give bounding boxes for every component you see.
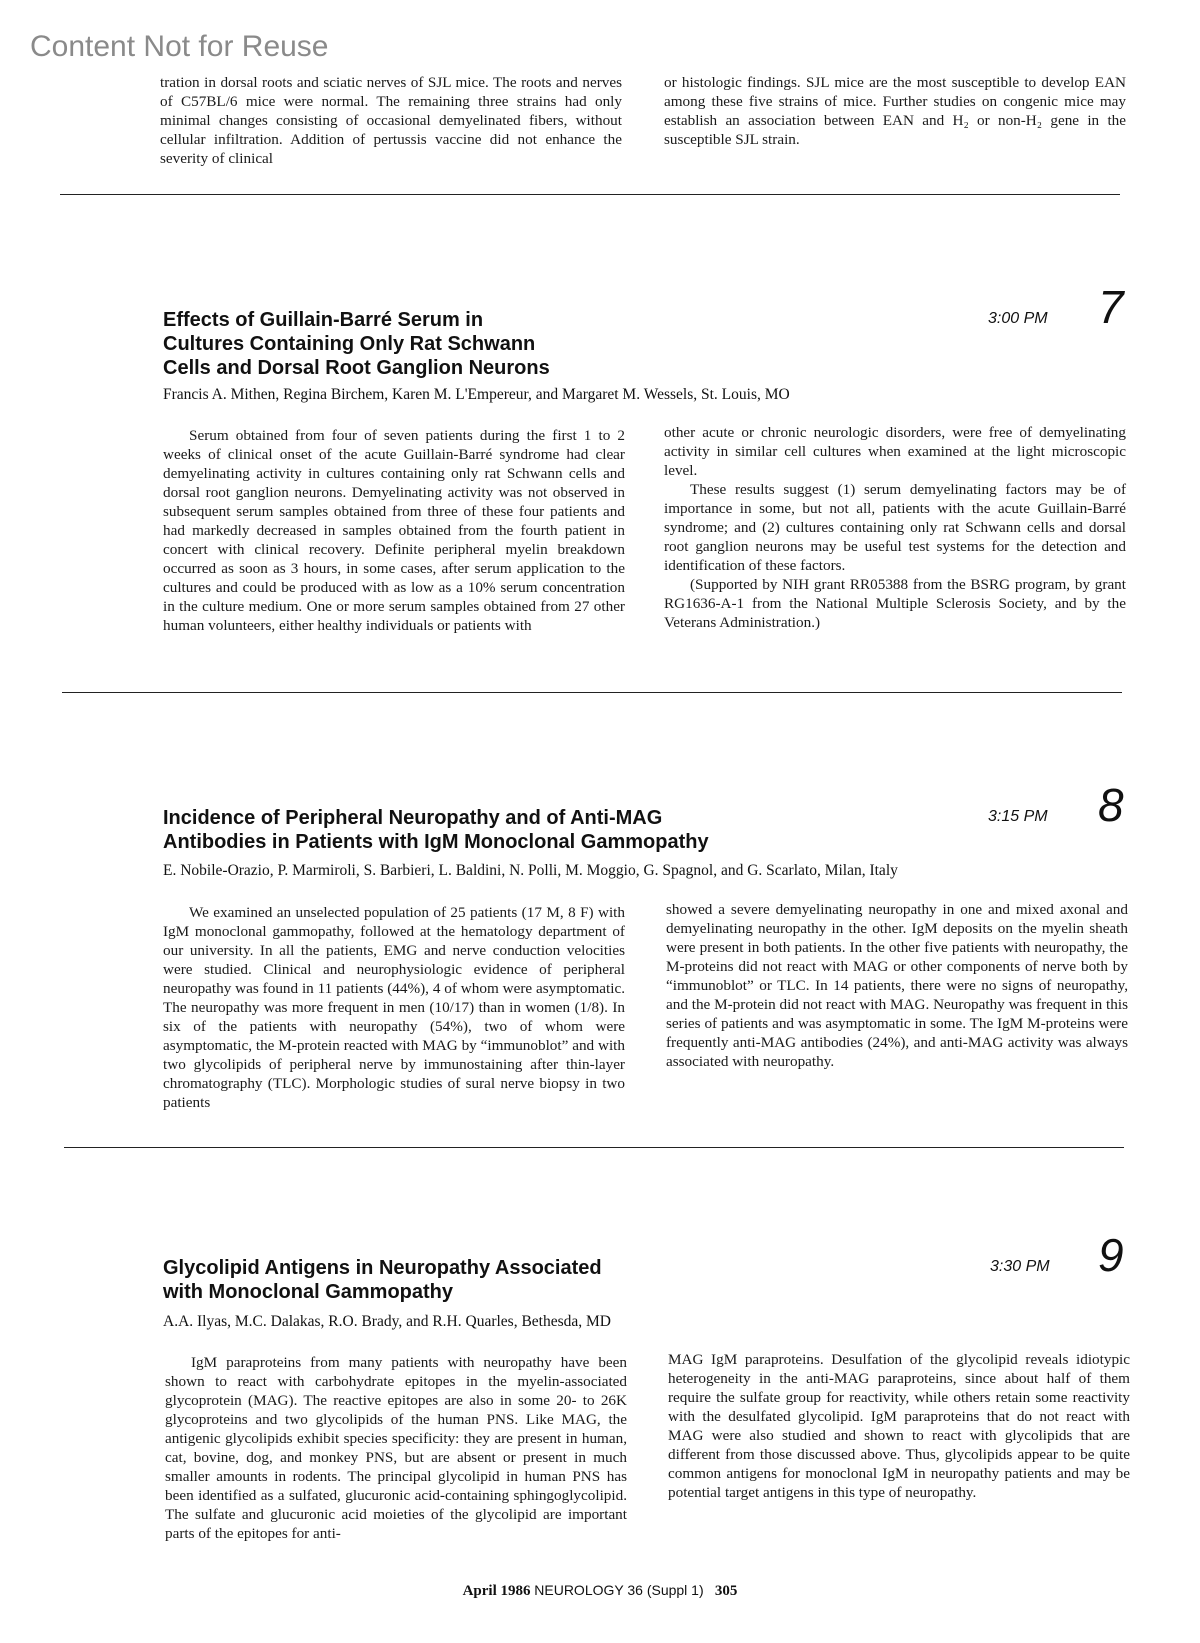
body-paragraph: These results suggest (1) serum demyelinating factors may be of importance in some, but not all, patients with the acute Guillain-Barré syndrome; and (2) cultures containing only rat Schwann cells and dorsal root ganglion neurons may be useful test systems for the detection and identification of these factors. (664, 481, 1126, 574)
section-divider (64, 1147, 1124, 1148)
right-column (664, 423, 1126, 632)
section-divider (62, 692, 1122, 693)
left-column (163, 426, 625, 635)
title-line: Antibodies in Patients with IgM Monoclonal Gammopathy (163, 831, 709, 853)
abstract-number: 8 (1098, 779, 1124, 831)
section-divider (60, 194, 1120, 195)
body-paragraph: IgM paraproteins from many patients with neuropathy have been shown to react with carbohydrate epitopes in the myelin-associated glycoprotein (MAG). The reactive epitopes are also in some 20- to 26K glycoproteins and two glycolipids of the human PNS. Like MAG, the antigenic glycolipids exhibit species specificity: they are present in human, cat, bovine, dog, and monkey PNS, but are absent or present in much smaller amounts in rodents. The principal glycolipid in human PNS has been identified as a sulfated, glucuronic acid-containing sphingoglycolipid. The sulfate and glucuronic acid moieties of the glycolipid are important parts of the epitopes for anti- (165, 1354, 627, 1542)
author-list: Francis A. Mithen, Regina Birchem, Karen M. L'Empereur, and Margaret M. Wessels, St. Louis, MO (163, 386, 790, 403)
session-time: 3:15 PM (988, 808, 1048, 825)
body-paragraph: MAG IgM paraproteins. Desulfation of the glycolipid reveals idiotypic heterogeneity in the anti-MAG paraproteins, since about half of them require the sulfate group for reactivity, while others retain some reactivity with the desulfated glycolipid. IgM paraproteins that do not react with MAG were also studied and shown to react with glycolipids that are different from those discussed above. Thus, glycolipids appear to be quite common antigens for monoclonal IgM in neuropathy patients and may be potential target antigens in this type of neuropathy. (668, 1351, 1130, 1501)
body-paragraph: Serum obtained from four of seven patients during the first 1 to 2 weeks of clinical onset of the acute Guillain-Barré syndrome had clear demyelinating activity in cultures containing only rat Schwann cells and dorsal root ganglion neurons. Demyelinating activity was not observed in subsequent serum samples obtained from three of these four patients and had markedly decreased in samples obtained from the fourth patient in concert with clinical recovery. Definite peripheral myelin breakdown occurred as soon as 3 hours, in some cases, after serum application to the cultures and could be produced with as low as a 10% serum concentration in the culture medium. One or more serum samples obtained from 27 other human volunteers, either healthy individuals or patients with (163, 427, 625, 634)
title-line: Cells and Dorsal Root Ganglion Neurons (163, 357, 550, 379)
session-time: 3:30 PM (990, 1258, 1050, 1275)
body-paragraph: We examined an unselected population of 25 patients (17 M, 8 F) with IgM monoclonal gammopathy, followed at the hematology department of our university. In all the patients, EMG and nerve conduction velocities were studied. Clinical and neurophysiologic evidence of peripheral neuropathy was found in 11 patients (44%), 4 of whom were asymptomatic. The neuropathy was more frequent in men (10/17) than in women (1/8). In six of the patients with neuropathy (54%), two of whom were asymptomatic, the M-protein reacted with MAG by “immunoblot” and with two glycolipids of peripheral nerve by immunostaining after thin-layer chromatography (TLC). Morphologic studies of sural nerve biopsy in two patients (163, 904, 625, 1111)
abstract-title (163, 806, 709, 854)
body-paragraph: tration in dorsal roots and sciatic nerves of SJL mice. The roots and nerves of C57BL/6 mice were normal. The remaining three strains had only minimal changes consisting of occasional demyelinated fibers, without cellular infiltration. Addition of pertussis vaccine did not enhance the severity of clinical (160, 74, 622, 167)
top-fragment-right-column (664, 73, 1126, 149)
session-time: 3:00 PM (988, 310, 1048, 327)
abstract-number: 7 (1098, 281, 1124, 333)
author-list: A.A. Ilyas, M.C. Dalakas, R.O. Brady, and R.H. Quarles, Bethesda, MD (163, 1313, 611, 1330)
right-column (668, 1350, 1130, 1502)
title-line: Incidence of Peripheral Neuropathy and of Anti-MAG (163, 807, 663, 829)
abstract-title (163, 308, 550, 380)
right-column (666, 900, 1128, 1071)
footer-journal: NEUROLOGY 36 (Suppl 1) (534, 1582, 704, 1598)
left-column (165, 1353, 627, 1543)
title-line: Cultures Containing Only Rat Schwann (163, 333, 536, 355)
page-number: 305 (714, 1583, 738, 1599)
title-line: Glycolipid Antigens in Neuropathy Associated (163, 1257, 602, 1279)
left-column (163, 903, 625, 1112)
body-paragraph: other acute or chronic neurologic disorders, were free of demyelinating activity in similar cell cultures when examined at the light microscopic level. (664, 424, 1126, 479)
author-list: E. Nobile-Orazio, P. Marmiroli, S. Barbieri, L. Baldini, N. Polli, M. Moggio, G. Spagnol, and G. Scarlato, Milan, Italy (163, 862, 898, 879)
title-line: with Monoclonal Gammopathy (163, 1281, 454, 1303)
watermark-text: Content Not for Reuse (30, 30, 329, 63)
page-footer (0, 1582, 1200, 1600)
body-paragraph: showed a severe demyelinating neuropathy in one and mixed axonal and demyelinating neuropathy in the other. IgM deposits on the myelin sheath were present in both patients. In the other five patients with neuropathy, the M-proteins did not react with MAG or other components of nerve both by “immunoblot” or TLC. In 14 patients, there were no signs of neuropathy, and the M-protein did not react with MAG. Neuropathy was frequent in this series of patients and was asymptomatic in some. The IgM M-proteins were frequently anti-MAG antibodies (24%), and anti-MAG activity was always associated with neuropathy. (666, 901, 1128, 1070)
title-line: Effects of Guillain-Barré Serum in (163, 309, 484, 331)
top-fragment-left-column (160, 73, 622, 168)
footer-date: April 1986 (462, 1583, 531, 1599)
abstract-title (163, 1256, 602, 1304)
funding-note: (Supported by NIH grant RR05388 from the BSRG program, by grant RG1636-A-1 from the National Multiple Sclerosis Society, and by the Veterans Administration.) (664, 576, 1126, 631)
body-paragraph: or histologic findings. SJL mice are the most susceptible to develop EAN among these five strains of mice. Further studies on congenic mice may establish an association between EAN and H₂ or non-H₂ gene in the susceptible SJL strain. (664, 74, 1126, 148)
abstract-number: 9 (1098, 1229, 1124, 1281)
